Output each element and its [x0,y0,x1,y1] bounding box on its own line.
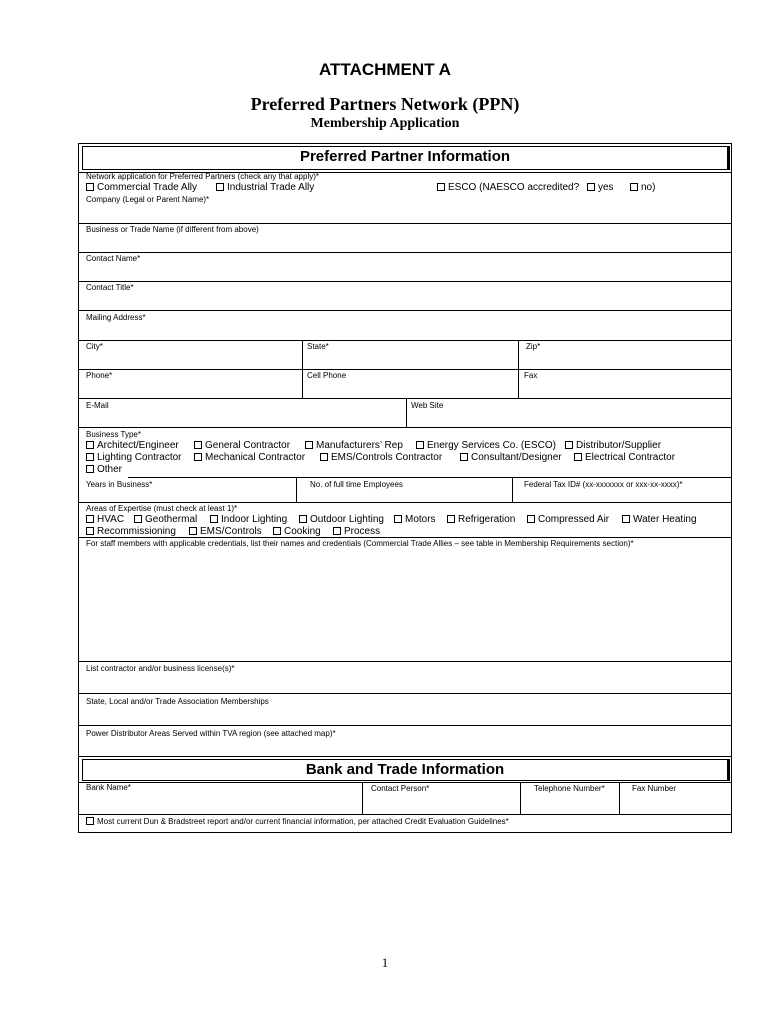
checkbox-industrial-trade-ally[interactable]: Industrial Trade Ally [216,182,314,194]
checkbox-electrical-contractor[interactable]: Electrical Contractor [574,452,675,464]
bank-name-field[interactable]: Bank Name* [86,783,131,792]
page-number: 1 [381,955,389,970]
checkbox-esco-yes[interactable]: yes [587,182,614,194]
telephone-number-field[interactable]: Telephone Number* [534,784,605,793]
form-name: Membership Application [310,116,460,131]
checkbox-mechanical-contractor[interactable]: Mechanical Contractor [194,452,305,464]
business-type-label: Business Type* [86,430,141,439]
contact-person-field[interactable]: Contact Person* [371,784,430,793]
checkbox-ems-controls-contractor[interactable]: EMS/Controls Contractor [320,452,442,464]
employees-field[interactable]: No. of full time Employees [310,480,403,489]
checkbox-lighting-contractor[interactable]: Lighting Contractor [86,452,182,464]
network-label: Network application for Preferred Partners (check any that apply)* [86,172,319,181]
fax-number-field[interactable]: Fax Number [632,784,677,793]
checkbox-manufacturers-rep[interactable]: Manufacturers’ Rep [305,440,403,452]
zip-field[interactable]: Zip* [526,342,541,351]
licenses-field[interactable]: List contractor and/or business license(s)* [86,664,235,673]
years-in-business-field[interactable]: Years in Business* [86,480,153,489]
power-distributor-field[interactable]: Power Distributor Areas Served within TVA region (see attached map)* [86,729,336,738]
checkbox-geothermal[interactable]: Geothermal [134,514,197,526]
checkbox-architect-engineer[interactable]: Architect/Engineer [86,440,179,452]
fax-field[interactable]: Fax [524,371,538,380]
checkbox-hvac[interactable]: HVAC [86,514,124,526]
checkbox-compressed-air[interactable]: Compressed Air [527,514,609,526]
associations-field[interactable]: State, Local and/or Trade Association Memberships [86,697,269,706]
checkbox-financial-report[interactable]: Most current Dun & Bradstreet report and/or current financial information, per attached Credit Evaluation Guidelines* [86,817,509,827]
section-heading-bank: Bank and Trade Information [82,759,730,781]
company-field[interactable]: Company (Legal or Parent Name)* [86,195,210,204]
tax-id-field[interactable]: Federal Tax ID# (xx-xxxxxxx or xxx-xx-xxxx)* [524,480,683,489]
section-heading-partner: Preferred Partner Information [82,146,730,170]
checkbox-other[interactable]: Other [86,464,122,476]
website-field[interactable]: Web Site [411,401,444,410]
checkbox-commercial-trade-ally[interactable]: Commercial Trade Ally [86,182,197,194]
page-subtitle: Preferred Partners Network (PPN) [250,94,520,114]
checkbox-ems-controls[interactable]: EMS/Controls [189,526,262,538]
expertise-label: Areas of Expertise (must check at least 1)* [86,504,238,513]
page-title: ATTACHMENT A [319,60,451,79]
checkbox-outdoor-lighting[interactable]: Outdoor Lighting [299,514,384,526]
checkbox-process[interactable]: Process [333,526,380,538]
checkbox-water-heating[interactable]: Water Heating [622,514,697,526]
city-field[interactable]: City* [86,342,103,351]
checkbox-refrigeration[interactable]: Refrigeration [447,514,515,526]
business-name-field[interactable]: Business or Trade Name (if different from above) [86,225,259,234]
checkbox-esco[interactable]: ESCO (NAESCO accredited? [437,182,579,194]
checkbox-consultant-designer[interactable]: Consultant/Designer [460,452,562,464]
checkbox-general-contractor[interactable]: General Contractor [194,440,290,452]
state-field[interactable]: State* [307,342,329,351]
checkbox-indoor-lighting[interactable]: Indoor Lighting [210,514,287,526]
email-field[interactable]: E-Mail [86,401,109,410]
checkbox-cooking[interactable]: Cooking [273,526,321,538]
checkbox-esco-no[interactable]: no) [630,182,655,194]
checkbox-esco-company[interactable]: Energy Services Co. (ESCO) [416,440,556,452]
contact-title-field[interactable]: Contact Title* [86,283,134,292]
cell-phone-field[interactable]: Cell Phone [307,371,347,380]
phone-field[interactable]: Phone* [86,371,113,380]
contact-name-field[interactable]: Contact Name* [86,254,141,263]
checkbox-distributor-supplier[interactable]: Distributor/Supplier [565,440,661,452]
mailing-address-field[interactable]: Mailing Address* [86,313,146,322]
checkbox-motors[interactable]: Motors [394,514,436,526]
staff-credentials-field[interactable]: For staff members with applicable credentials, list their names and credentials (Commercial Trade Allies – see table in Membership Requirements section)* [86,539,634,548]
checkbox-recommissioning[interactable]: Recommissioning [86,526,176,538]
